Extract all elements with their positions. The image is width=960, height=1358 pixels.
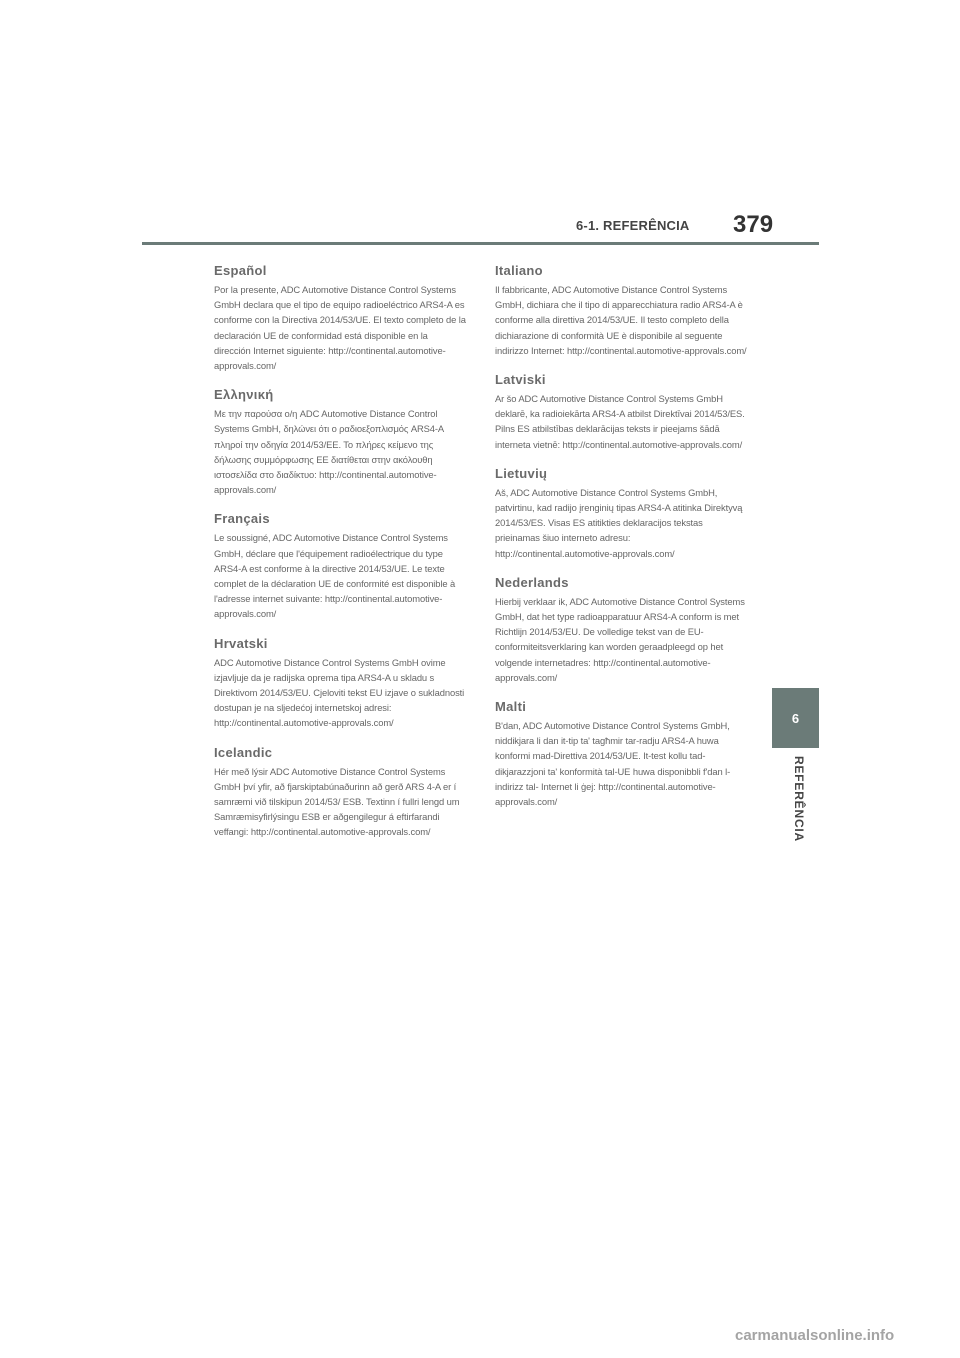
chapter-label: REFERÊNCIA [792, 756, 806, 843]
language-title: Lietuvių [495, 465, 548, 481]
language-text: ADC Automotive Distance Control Systems GmbH ovime izjavljuje da je radijska oprema tipa ARS4-A u skladu s Direktivom 2014/53/EU. Cjeloviti tekst EU izjave o sukladnosti dostupan je na sljedećoj internetskoj adresi: http://continental.automotive-approvals.com/ [214, 656, 465, 729]
language-block-fr [214, 511, 466, 621]
language-text: Il fabbricante, ADC Automotive Distance Control Systems GmbH, dichiara che il tipo di apparecchiatura radio ARS4-A è conforme alla direttiva 2014/53/UE. Il testo completo della dichiarazione di conformità UE è disponibile al seguente indirizzo Internet: http://continental.automotive-approvals.com/ [495, 284, 747, 356]
left-column [214, 263, 466, 854]
language-text: B'dan, ADC Automotive Distance Control Systems GmbH, niddikjara li dan it-tip ta' tagħmir tar-radju ARS4-A huwa konformi mad-Direttiva 2014/53/UE. It-test kollu tad-dikjarazzjoni ta' konformità tal-UE huwa disponibbli f'dan l-indirizz tal- Internet li ġej: http://continental.automotive-approvals.com/ [495, 720, 731, 808]
header-rule [142, 242, 819, 245]
language-block-hr [214, 636, 466, 731]
language-title: Malti [495, 699, 527, 715]
chapter-number: 6 [791, 710, 800, 726]
language-block-lv [495, 372, 747, 452]
language-block-lt [495, 466, 747, 561]
language-title: Italiano [495, 263, 543, 278]
language-title: Français [214, 511, 270, 527]
chapter-tab[interactable] [772, 688, 819, 748]
language-block-es [214, 263, 466, 373]
language-text: Por la presente, ADC Automotive Distance Control Systems GmbH declara que el tipo de equipo radioeléctrico ARS4-A es conforme con la Directiva 2014/53/UE. El texto completo de la declaración UE de conformidad está disponible en la dirección Internet siguiente: http://continental.automotive-approvals.com/ [214, 284, 466, 372]
language-title: Español [214, 263, 267, 278]
language-block-el [214, 387, 466, 497]
language-text: Ar šo ADC Automotive Distance Control Systems GmbH deklarē, ka radioiekārta ARS4-A atbilst Direktīvai 2014/53/ES. Pilns ES atbilstības deklarācijas teksts ir pieejams šādā interneta vietnē: http://continental.automotive-approvals.com/ [495, 393, 745, 450]
language-title: Hrvatski [214, 635, 268, 651]
language-text: Hér með lýsir ADC Automotive Distance Control Systems GmbH því yfir, að fjarskiptabúnaðurinn að gerð ARS 4-A er í samræmi við tilskipun 2014/53/ ESB. Textinn í fullri lengd um Samræmisyfirlýsingu ESB er aðgengilegur á eftirfarandi veffangi: http://continental.automotive-approvals.com/ [214, 765, 460, 838]
language-title: Nederlands [495, 574, 569, 590]
language-block-mt [495, 699, 747, 809]
language-title: Ελληνική [214, 387, 274, 403]
language-title: Icelandic [214, 744, 273, 760]
right-column [495, 263, 747, 823]
language-block-is [214, 745, 466, 840]
page-number: 379 [733, 211, 774, 238]
section-title: 6-1. REFERÊNCIA [576, 218, 690, 233]
watermark: carmanualsonline.info [735, 1327, 895, 1344]
language-text: Le soussigné, ADC Automotive Distance Control Systems GmbH, déclare que l'équipement radioélectrique du type ARS4-A est conforme à la directive 2014/53/UE. Le texte complet de la déclaration UE de conformité est disponible à l'adresse internet suivante: http://continental.automotive-approvals.com/ [214, 532, 456, 620]
language-block-it [495, 263, 747, 358]
language-title: Latviski [495, 372, 546, 388]
language-text: Με την παρούσα ο/η ADC Automotive Distance Control Systems GmbH, δηλώνει ότι ο ραδιοεξοπλισμός ARS4-A πληροί την οδηγία 2014/53/ΕΕ. Το πλήρες κείμενο της δήλωσης συμμόρφωσης ΕΕ διατίθεται στην ακόλουθη ιστοσελίδα στο διαδίκτυο: http://continental.automotive-approvals.com/ [214, 408, 444, 496]
language-text: Aš, ADC Automotive Distance Control Systems GmbH, patvirtinu, kad radijo įrenginių tipas ARS4-A atitinka Direktyvą 2014/53/ES. Visas ES atitikties deklaracijos tekstas prieinamas šiuo interneto adresu: http://continental.automotive-approvals.com/ [495, 486, 743, 559]
language-block-nl [495, 575, 747, 685]
language-text: Hierbij verklaar ik, ADC Automotive Distance Control Systems GmbH, dat het type radioapparatuur ARS4-A conform is met Richtlijn 2014/53/EU. De volledige tekst van de EU-conformiteitsverklaring kan worden geraadpleegd op het volgende internetadres: http://continental.automotive-approvals.com/ [495, 595, 745, 683]
